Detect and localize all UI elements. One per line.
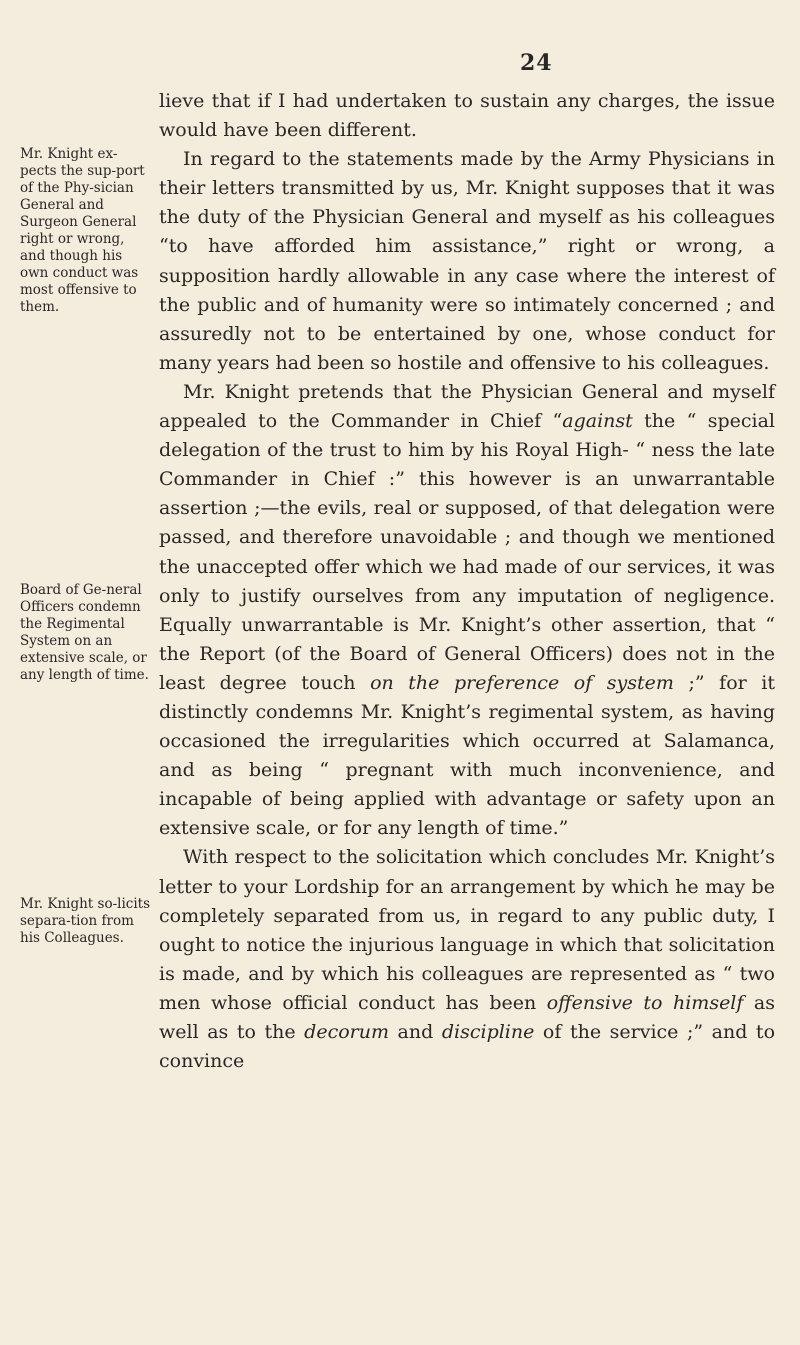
- margin-note-board-of-general-officers: Board of Ge-neral Officers condemn the Regimental System on an extensive scale, or any length of time.: [20, 582, 149, 683]
- paragraph-4-text: as well as to the: [159, 991, 775, 1043]
- paragraph-3-text: ;” for it distinctly condemns Mr. Knight’s regimental system, as having occasioned the irregularities which occurred at Salamanca, and as being “ pregnant with much inconvenience, and incapable of being applied with advantage or safety upon an extensive scale, or for any length of time.”: [159, 671, 776, 840]
- paragraph-4-text: With respect to the solicitation which concludes Mr. Knight’s letter to your Lordship for an arrangement by which he may be completely separated from us, in regard to any public duty, I ought to notice the injurious language in which that solicitation is made, and by which his colleagues are represented as “ two men whose official conduct has been: [159, 846, 775, 1014]
- paragraph-3-text: Mr. Knight pretends that the Physician General and myself appealed to the Commander in Chief “: [159, 380, 775, 433]
- margin-note-knight-expects-support: Mr. Knight ex-pects the sup-port of the Phy-sician General and Surgeon General right or wrong, and though his own conduct was most offensive to them.: [20, 146, 145, 315]
- paragraph-4: [159, 843, 775, 1076]
- paragraph-4-text: and: [389, 1021, 442, 1043]
- paragraph-3-emphasis: against: [562, 410, 633, 433]
- paragraph-2: In regard to the statements made by the Army Physicians in their letters transmitted by us, Mr. Knight supposes that it was the duty of the Physician General and myself as his colleagues “to have afforded him assistance,” right or wrong, a supposition hardly allowable in any case where the interest of the public and of humanity were so intimately concerned ; and assuredly not to be entertained by one, whose conduct for many years had been so hostile and offensive to his colleagues.: [159, 148, 775, 374]
- paragraph-3: [159, 378, 775, 844]
- paragraph-4-emphasis: discipline: [441, 1021, 535, 1043]
- paragraph-4-emphasis: decorum: [304, 1021, 389, 1043]
- margin-note-knight-solicits-separation: Mr. Knight so-licits separa-tion from his Colleagues.: [20, 896, 151, 946]
- body-text: [159, 87, 775, 1076]
- paragraph-3-emphasis: on the preference of system: [370, 671, 674, 694]
- paragraph-1: lieve that if I had undertaken to sustain any charges, the issue would have been different.: [159, 90, 775, 142]
- page-number: 24: [520, 50, 553, 76]
- paragraph-4-text: of the service ;” and to convince: [159, 1021, 776, 1073]
- paragraph-4-emphasis: offensive to himself: [546, 991, 744, 1014]
- paragraph-3-text: the “ special delegation of the trust to him by his Royal High- “ ness the late Commander in Chief :” this however is an unwarrantable assertion ;—the evils, real or supposed, of that delegation were passed, and therefore unavoidable ; and though we mentioned the unaccepted offer which we had made of our services, it was only to justify ourselves from any imputation of negligence. Equally unwarrantable is Mr. Knight’s other assertion, that “ the Report (of the Board of General Officers) does not in the least degree touch: [159, 410, 775, 694]
